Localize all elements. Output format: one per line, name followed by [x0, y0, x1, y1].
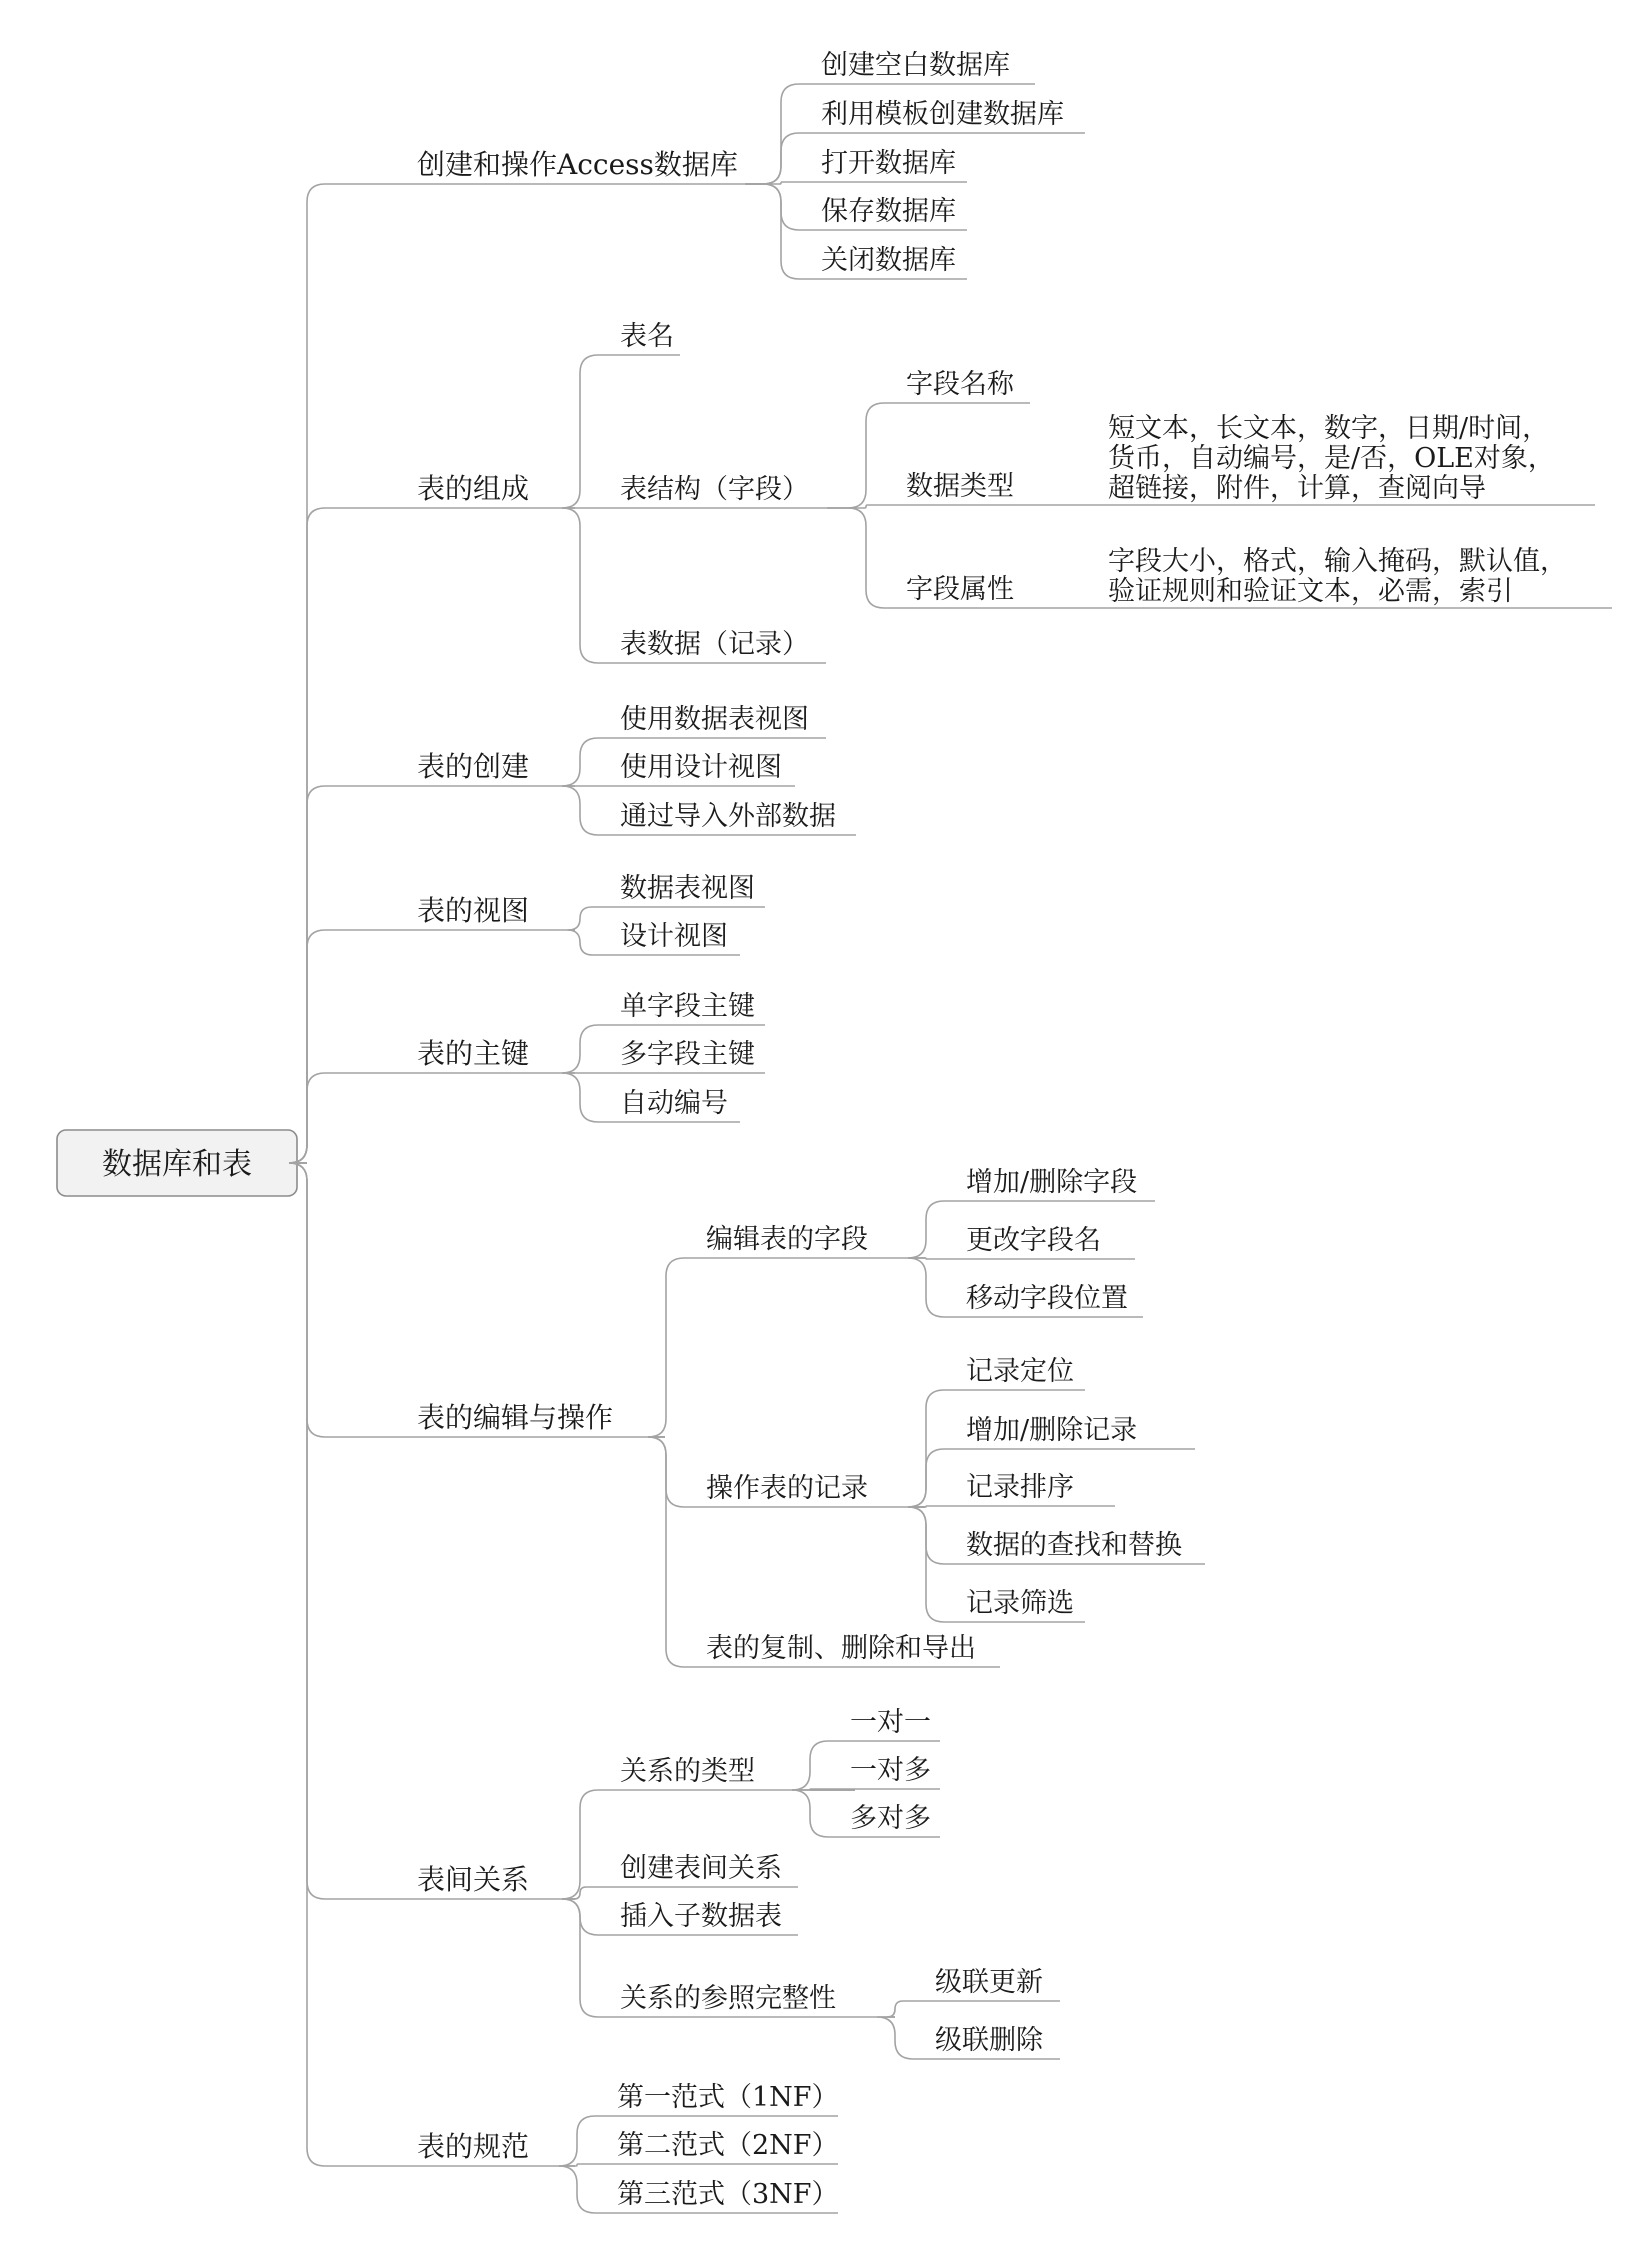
node-label: 单字段主键 — [620, 991, 755, 1022]
connector-line — [559, 2166, 605, 2213]
connector-line — [648, 1258, 694, 1437]
node-label: 关闭数据库 — [821, 245, 956, 276]
connector-line — [568, 930, 609, 955]
node-label: 表的组成 — [417, 472, 530, 505]
node-label: 第二范式（2NF） — [617, 2130, 839, 2161]
node-label: 级联更新 — [935, 1967, 1043, 1998]
connector-line — [887, 2001, 923, 2017]
node-label: 创建表间关系 — [620, 1853, 782, 1884]
connector-line — [569, 907, 609, 930]
node-label: 通过导入外部数据 — [620, 801, 836, 832]
node-label: 记录筛选 — [966, 1588, 1074, 1619]
connector-line — [925, 1506, 954, 1507]
connector-line — [877, 2017, 923, 2059]
node-label: 更改字段名 — [966, 1225, 1101, 1256]
connector-line — [792, 1790, 855, 1837]
node-label: 移动字段位置 — [966, 1283, 1128, 1314]
connector-line — [792, 1741, 855, 1790]
node-label: 表的编辑与操作 — [417, 1401, 614, 1434]
node-label: 表名 — [620, 321, 674, 352]
node-label: 表的创建 — [417, 750, 530, 783]
node-label: 表结构（字段） — [620, 474, 809, 505]
node-label: 数据表视图 — [620, 873, 755, 904]
node-label: 记录排序 — [966, 1472, 1074, 1503]
connector-line — [562, 1899, 608, 2017]
connector-line — [908, 1449, 954, 1507]
node-label-line: 货币，自动编号，是/否，OLE对象， — [1108, 443, 1555, 474]
node-label: 表的主键 — [417, 1037, 530, 1070]
connector-line — [745, 184, 809, 230]
node-label: 表的规范 — [417, 2130, 530, 2163]
node-label: 插入子数据表 — [620, 1901, 782, 1932]
node-label: 关系的参照完整性 — [620, 1983, 836, 2014]
node-label: 字段名称 — [906, 369, 1014, 400]
connector-line — [289, 1163, 405, 2166]
connector-line — [648, 1437, 694, 1507]
connector-line — [562, 1790, 608, 1899]
node-label-line: 短文本，长文本，数字，日期/时间， — [1108, 413, 1550, 444]
node-label: 设计视图 — [620, 921, 728, 952]
node-label: 字段属性 — [906, 574, 1014, 605]
node-label: 第一范式（1NF） — [617, 2082, 839, 2113]
node-label: 数据类型 — [906, 471, 1014, 502]
connector-line — [827, 403, 894, 508]
node-label: 数据的查找和替换 — [966, 1530, 1182, 1561]
node-label: 记录定位 — [966, 1356, 1074, 1387]
node-label: 增加/删除字段 — [966, 1167, 1138, 1198]
node-label-line: 字段大小，格式，输入掩码，默认值， — [1108, 546, 1567, 577]
connector-line — [908, 1507, 954, 1564]
node-label: 级联删除 — [935, 2025, 1043, 2056]
root-node-label: 数据库和表 — [102, 1147, 252, 1182]
connector-line — [648, 1437, 694, 1667]
node-label: 自动编号 — [620, 1088, 728, 1119]
connector-line — [827, 508, 894, 608]
node-label: 创建和操作Access数据库 — [417, 148, 738, 181]
node-label: 编辑表的字段 — [706, 1224, 868, 1255]
connector-line — [562, 1899, 608, 1935]
node-label: 多对多 — [850, 1803, 931, 1834]
connector-line — [562, 1073, 608, 1122]
connector-line — [908, 1258, 954, 1317]
connector-line — [925, 1258, 954, 1259]
node-label: 表数据（记录） — [620, 629, 809, 660]
node-label: 使用数据表视图 — [620, 704, 809, 735]
node-label: 一对多 — [850, 1755, 931, 1786]
connector-line — [908, 1201, 954, 1258]
connector-line — [562, 508, 608, 663]
connector-line — [575, 2164, 605, 2166]
connector-line — [745, 184, 809, 279]
node-label: 关系的类型 — [620, 1756, 755, 1787]
node-label: 使用设计视图 — [620, 752, 782, 783]
node-label: 打开数据库 — [821, 148, 956, 179]
node-label: 表的复制、删除和导出 — [706, 1633, 976, 1664]
node-label-line: 验证规则和验证文本，必需，索引 — [1108, 576, 1513, 607]
node-label: 表间关系 — [417, 1863, 530, 1896]
connector-line — [562, 738, 608, 786]
connector-line — [745, 84, 809, 184]
node-label: 保存数据库 — [821, 196, 956, 227]
node-label: 第三范式（3NF） — [617, 2179, 839, 2210]
connector-line — [559, 2116, 605, 2166]
node-label: 表的视图 — [417, 894, 530, 927]
connector-line — [562, 355, 608, 508]
node-label: 增加/删除记录 — [966, 1415, 1138, 1446]
node-label: 创建空白数据库 — [821, 50, 1010, 81]
node-label: 操作表的记录 — [706, 1473, 868, 1504]
connector-line — [562, 1025, 608, 1073]
node-label: 多字段主键 — [620, 1039, 755, 1070]
node-label-line: 超链接，附件，计算，查阅向导 — [1108, 473, 1486, 504]
node-label: 利用模板创建数据库 — [821, 99, 1064, 130]
connector-line — [745, 133, 809, 184]
node-label: 一对一 — [850, 1707, 931, 1738]
connector-line — [562, 786, 608, 835]
